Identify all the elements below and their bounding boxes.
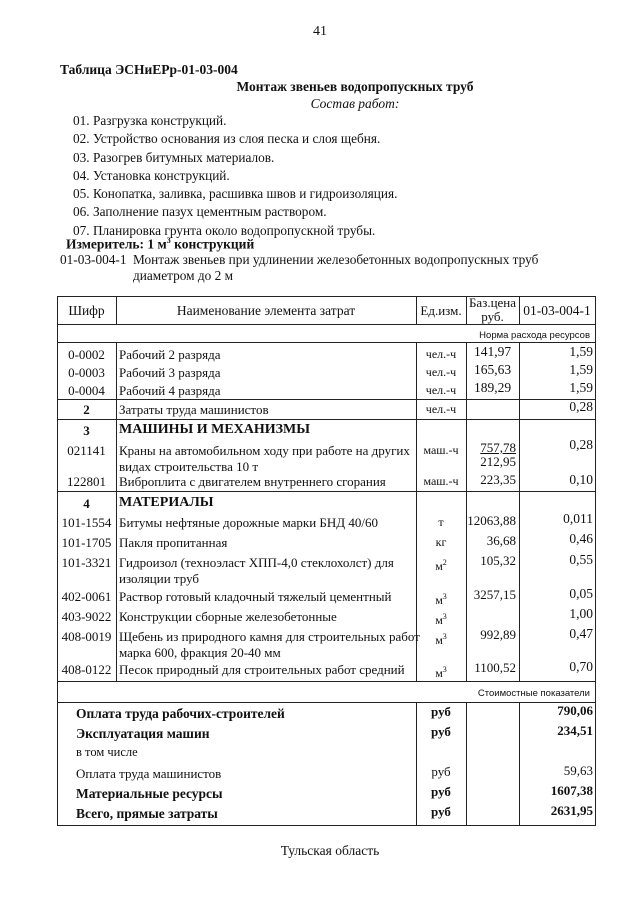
row-divider — [57, 681, 596, 682]
row-divider — [57, 324, 596, 325]
unit-sup: 3 — [442, 612, 447, 621]
row-price: 992,89 — [480, 627, 516, 642]
rate-line — [60, 252, 563, 284]
row-name: Виброплита с двигателем внутреннего сгорания — [119, 474, 386, 489]
row-name: Битумы нефтяные дорожные марки БНД 40/60 — [119, 515, 378, 530]
row-unit — [416, 629, 466, 648]
work-composition-heading: Состав работ: — [310, 96, 400, 111]
row-code: 408-0019 — [61, 629, 112, 644]
cost-unit: руб — [431, 724, 451, 739]
row-unit: чел.-ч — [425, 347, 457, 361]
cost-name: Всего, прямые затраты — [76, 806, 218, 821]
row-name: Раствор готовый кладочный тяжелый цементный — [119, 589, 392, 604]
cost-name: Оплата труда машинистов — [76, 766, 222, 781]
row-name: Конструкции сборные железобетонные — [119, 609, 337, 624]
row-norm: 1,59 — [569, 362, 593, 377]
row-price: 36,68 — [486, 533, 516, 548]
row-unit: чел.-ч — [425, 365, 457, 379]
row-code: 402-0061 — [61, 589, 112, 604]
rate-description: Монтаж звеньев при удлинении железобетонных водопропускных труб диаметром до 2 м — [133, 252, 539, 283]
cost-unit: руб — [431, 704, 451, 719]
cost-section-label: Стоимостные показатели — [477, 688, 590, 699]
row-price: 165,63 — [473, 362, 512, 377]
row-unit: маш.-ч — [423, 474, 459, 488]
row-norm: 0,70 — [569, 659, 593, 674]
row-price: 189,29 — [473, 380, 512, 395]
unit-sup: 2 — [442, 558, 447, 567]
unit-text: м — [435, 593, 443, 607]
row-unit: маш.-ч — [423, 443, 459, 457]
cost-value: 790,06 — [557, 703, 593, 718]
header-name: Наименование элемента затрат — [176, 303, 356, 318]
unit-sup: 3 — [442, 592, 447, 601]
row-unit — [416, 515, 466, 530]
row-code: 408-0122 — [61, 662, 112, 677]
row-norm: 0,28 — [569, 437, 593, 452]
row-divider — [57, 399, 596, 400]
cost-value: 234,51 — [557, 723, 593, 738]
row-name-cont: изоляции труб — [119, 571, 200, 586]
row-price: 3257,15 — [473, 587, 516, 602]
row-unit — [416, 589, 466, 608]
row-unit — [416, 555, 466, 574]
col-divider — [116, 342, 117, 681]
measure-unit — [66, 236, 254, 253]
row-unit — [416, 662, 466, 681]
row-code: 0-0002 — [68, 347, 105, 362]
row-norm: 0,28 — [569, 399, 593, 414]
section-title: МАТЕРИАЛЫ — [119, 495, 214, 510]
row-divider — [57, 491, 596, 492]
row-name-cont: марка 600, фракция 20-40 мм — [119, 645, 281, 660]
table-border — [57, 825, 596, 826]
row-name: Щебень из природного камня для строительных работ — [119, 629, 420, 644]
header-code: Шифр — [68, 303, 105, 318]
work-item: 06. Заполнение пазух цементным раствором. — [73, 204, 327, 220]
section-code: 4 — [83, 496, 90, 511]
cost-name: Эксплуатация машин — [76, 726, 210, 741]
row-code: 0-0004 — [68, 383, 105, 398]
row-name: Рабочий 4 разряда — [119, 383, 221, 398]
row-code: 403-9022 — [61, 609, 112, 624]
row-norm: 0,46 — [569, 531, 593, 546]
header-unit: Ед.изм. — [420, 303, 462, 318]
table-title: Таблица ЭСНиЕРр-01-03-004 — [60, 62, 238, 77]
row-unit: чел.-ч — [425, 383, 457, 397]
unit-text: т — [438, 515, 444, 529]
work-item: 05. Конопатка, заливка, расшивка швов и гидроизоляция. — [73, 186, 398, 202]
unit-text: кг — [435, 535, 447, 549]
row-code: 101-3321 — [61, 555, 112, 570]
unit-text: м — [435, 633, 443, 647]
header-norm: 01-03-004-1 — [523, 303, 591, 318]
cost-value: 1607,38 — [550, 783, 593, 798]
cost-name: Оплата труда рабочих-строителей — [76, 706, 285, 721]
subtitle: Монтаж звеньев водопропускных труб — [236, 79, 474, 94]
section-code: 3 — [83, 423, 90, 438]
row-price: 105,32 — [480, 553, 516, 568]
row-code: 101-1705 — [61, 535, 112, 550]
norm-section-label: Норма расхода ресурсов — [479, 330, 590, 341]
row-divider — [57, 419, 596, 420]
row-name: Пакля пропитанная — [119, 535, 228, 550]
unit-text: м — [435, 666, 443, 680]
cost-value: 59,63 — [563, 763, 593, 778]
row-norm: 0,011 — [563, 511, 593, 526]
cost-unit: руб — [431, 764, 451, 779]
section-title: МАШИНЫ И МЕХАНИЗМЫ — [119, 422, 311, 437]
row-name: Песок природный для строительных работ средний — [119, 662, 405, 677]
work-item: 01. Разгрузка конструкций. — [73, 113, 227, 128]
row-price: 12063,88 — [467, 513, 516, 528]
cost-name: в том числе — [76, 745, 138, 759]
cost-unit: руб — [431, 784, 451, 799]
row-norm: 0,05 — [569, 586, 593, 601]
page-number: 41 — [313, 24, 327, 39]
unit-text: м — [435, 613, 443, 627]
row-price: 223,35 — [480, 472, 516, 487]
unit-sup: 3 — [442, 632, 447, 641]
col-divider — [466, 702, 467, 825]
work-item: 03. Разогрев битумных материалов. — [73, 149, 275, 165]
measure-label: Измеритель: 1 м — [66, 236, 167, 252]
row-code: 021141 — [67, 443, 106, 458]
unit-text: м — [435, 559, 443, 573]
work-list — [73, 112, 397, 240]
cost-name: Материальные ресурсы — [76, 786, 223, 801]
row-code: 122801 — [67, 474, 106, 489]
row-norm: 0,47 — [569, 626, 593, 641]
row-norm: 1,00 — [569, 606, 593, 621]
row-name: Рабочий 2 разряда — [119, 347, 221, 362]
row-price-sub: 212,95 — [480, 454, 516, 469]
row-name: Затраты труда машинистов — [119, 402, 269, 417]
row-norm: 0,10 — [569, 472, 593, 487]
row-unit: чел.-ч — [425, 402, 457, 416]
row-unit — [416, 609, 466, 628]
row-name-cont: видах строительства 10 т — [119, 459, 259, 474]
row-code: 2 — [83, 402, 90, 417]
row-name: Гидроизол (техноэласт ХПП-4,0 стеклохолст) для — [119, 555, 394, 570]
row-norm: 0,55 — [569, 552, 593, 567]
row-name: Рабочий 3 разряда — [119, 365, 221, 380]
rate-code: 01-03-004-1 — [60, 252, 127, 267]
cost-value: 2631,95 — [550, 803, 593, 818]
row-price: 1100,52 — [474, 660, 516, 675]
row-norm: 1,59 — [569, 344, 593, 359]
measure-suffix: конструкций — [170, 236, 255, 252]
row-code: 101-1554 — [61, 515, 112, 530]
row-price: 141,97 — [473, 344, 512, 359]
work-item: 02. Устройство основания из слоя песка и слоя щебня. — [73, 131, 381, 147]
table-border — [595, 296, 596, 826]
header-price: Баз.цена руб. — [468, 295, 517, 324]
row-code: 0-0003 — [68, 365, 105, 380]
unit-sup: 3 — [442, 665, 447, 674]
work-item: 04. Установка конструкций. — [73, 167, 230, 183]
row-name: Краны на автомобильном ходу при работе на других — [119, 443, 410, 458]
row-price: 757,78 — [480, 440, 516, 455]
row-divider — [57, 702, 596, 703]
work-item: 07. Планировка грунта около водопропускной трубы. — [73, 222, 376, 238]
row-norm: 1,59 — [569, 380, 593, 395]
measure-sup: 3 — [166, 236, 171, 245]
cost-unit: руб — [431, 804, 451, 819]
page-footer: Тульская область — [280, 843, 380, 858]
row-unit — [416, 535, 466, 550]
